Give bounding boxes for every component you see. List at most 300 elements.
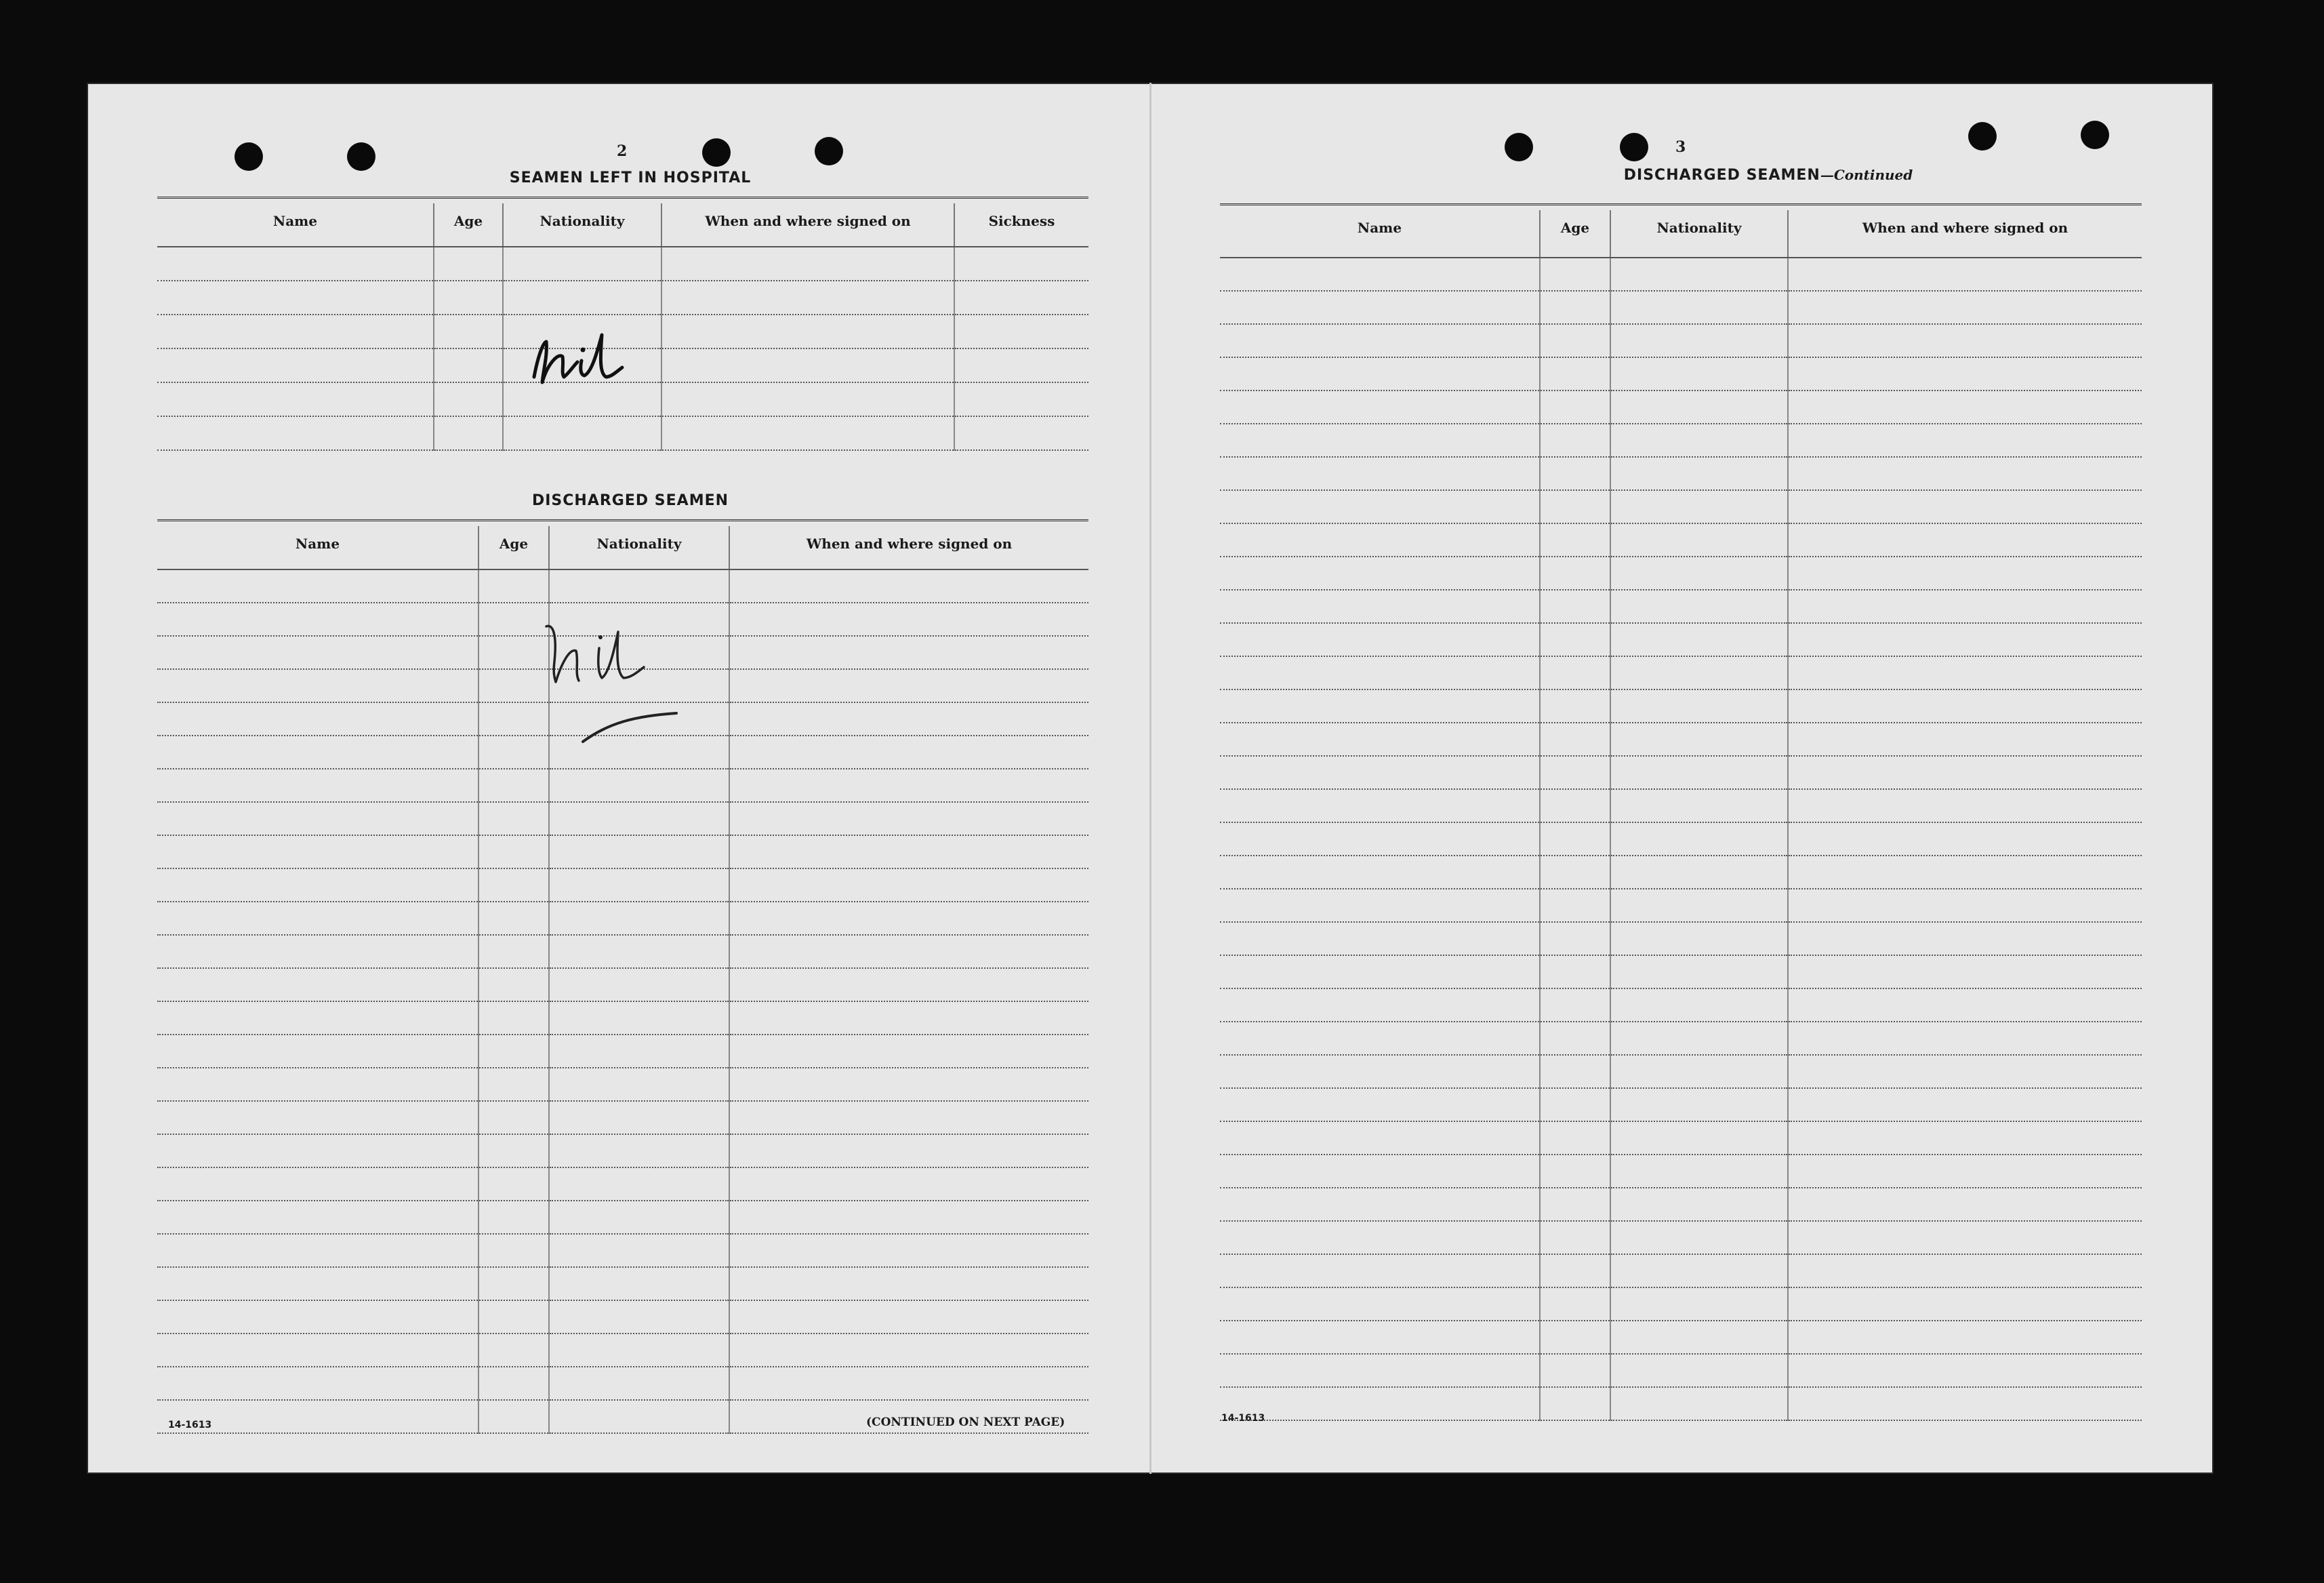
table-cell xyxy=(478,968,549,1001)
table-cell xyxy=(478,1201,549,1234)
table-cell xyxy=(1610,822,1788,856)
table-cell xyxy=(1788,789,2142,822)
table-cell xyxy=(1220,523,1540,557)
table-cell xyxy=(1610,689,1788,723)
handwritten-nil-hospital xyxy=(526,315,648,396)
table-cell xyxy=(1220,424,1540,457)
table-row xyxy=(157,1035,1088,1068)
table-cell xyxy=(1610,1055,1788,1088)
table-cell xyxy=(1788,1121,2142,1155)
table-cell xyxy=(1220,1155,1540,1188)
table-cell xyxy=(1610,1354,1788,1387)
table-cell xyxy=(1220,291,1540,324)
table-row xyxy=(1220,623,2142,656)
table-cell xyxy=(549,1101,729,1134)
table-cell xyxy=(1788,988,2142,1022)
table-cell xyxy=(478,1300,549,1334)
table-cell xyxy=(1220,1221,1540,1254)
continued-col-signed-on: When and where signed on xyxy=(1788,210,2142,258)
table-row xyxy=(1220,756,2142,789)
table-row xyxy=(157,802,1088,835)
table-cell xyxy=(1540,424,1610,457)
hospital-col-signed-on: When and where signed on xyxy=(661,203,954,247)
discharged-title-rule xyxy=(157,519,1088,521)
table-cell xyxy=(1610,557,1788,590)
table-cell xyxy=(549,1068,729,1101)
table-cell xyxy=(1220,1088,1540,1121)
table-cell xyxy=(157,968,478,1001)
table-cell xyxy=(729,1068,1088,1101)
table-cell xyxy=(478,1400,549,1433)
table-cell xyxy=(729,736,1088,769)
table-cell xyxy=(1610,789,1788,822)
table-cell xyxy=(157,1334,478,1367)
table-cell xyxy=(1220,1354,1540,1387)
table-row xyxy=(157,1134,1088,1167)
table-cell xyxy=(1220,1387,1540,1420)
table-row xyxy=(1220,457,2142,490)
table-row xyxy=(1220,1354,2142,1387)
table-row xyxy=(157,868,1088,902)
table-cell xyxy=(1610,856,1788,889)
table-cell xyxy=(1540,955,1610,988)
table-cell xyxy=(478,935,549,968)
table-cell xyxy=(729,603,1088,636)
table-cell xyxy=(1540,1287,1610,1321)
hospital-col-age: Age xyxy=(434,203,503,247)
table-cell xyxy=(1788,291,2142,324)
table-cell xyxy=(478,868,549,902)
table-cell xyxy=(1220,689,1540,723)
table-cell xyxy=(157,802,478,835)
table-cell xyxy=(1220,756,1540,789)
table-cell xyxy=(1540,1221,1610,1254)
table-cell xyxy=(1220,490,1540,523)
table-cell xyxy=(1220,390,1540,424)
table-cell xyxy=(478,902,549,935)
table-row xyxy=(1220,1121,2142,1155)
table-cell xyxy=(157,1234,478,1267)
table-cell xyxy=(1610,324,1788,357)
table-cell xyxy=(1220,922,1540,955)
table-cell xyxy=(1220,258,1540,291)
table-cell xyxy=(157,1167,478,1201)
table-cell xyxy=(1540,1254,1610,1287)
punch-hole xyxy=(2081,121,2109,149)
table-cell xyxy=(1788,1221,2142,1254)
table-cell xyxy=(549,569,729,603)
table-cell xyxy=(1610,922,1788,955)
table-cell xyxy=(549,1400,729,1433)
table-row xyxy=(1220,889,2142,922)
table-cell xyxy=(478,1068,549,1101)
table-cell xyxy=(1788,689,2142,723)
table-cell xyxy=(1610,1088,1788,1121)
table-row xyxy=(157,1101,1088,1134)
table-cell xyxy=(1610,457,1788,490)
table-row xyxy=(1220,922,2142,955)
table-cell xyxy=(157,603,478,636)
discharged-col-nationality: Nationality xyxy=(549,526,729,569)
table-cell xyxy=(478,1035,549,1068)
table-cell xyxy=(1540,324,1610,357)
table-row xyxy=(1220,1221,2142,1254)
table-cell xyxy=(157,669,478,702)
table-cell xyxy=(729,1101,1088,1134)
table-cell xyxy=(549,1234,729,1267)
table-cell xyxy=(729,1234,1088,1267)
table-cell xyxy=(1220,1188,1540,1221)
table-cell xyxy=(1788,457,2142,490)
table-row xyxy=(157,935,1088,968)
continued-col-age: Age xyxy=(1540,210,1610,258)
table-cell xyxy=(1610,258,1788,291)
table-cell xyxy=(1788,258,2142,291)
table-row xyxy=(157,769,1088,802)
table-cell xyxy=(1540,889,1610,922)
table-cell xyxy=(549,1134,729,1167)
table-row xyxy=(1220,1287,2142,1321)
table-cell xyxy=(1540,357,1610,390)
table-cell xyxy=(1788,1155,2142,1188)
table-row xyxy=(157,1334,1088,1367)
table-cell xyxy=(1788,557,2142,590)
table-row xyxy=(1220,557,2142,590)
table-cell xyxy=(1610,623,1788,656)
table-cell xyxy=(549,868,729,902)
table-cell xyxy=(1540,1387,1610,1420)
table-cell xyxy=(729,935,1088,968)
table-cell xyxy=(729,669,1088,702)
table-cell xyxy=(157,868,478,902)
table-cell xyxy=(1540,291,1610,324)
table-cell xyxy=(157,1001,478,1035)
table-cell xyxy=(1540,1155,1610,1188)
table-cell xyxy=(1220,1022,1540,1055)
table-cell xyxy=(478,1101,549,1134)
table-cell xyxy=(1610,1022,1788,1055)
table-cell xyxy=(1220,955,1540,988)
form-number-right: 14-1613 xyxy=(1221,1413,1265,1424)
table-cell xyxy=(729,1167,1088,1201)
table-row xyxy=(157,1300,1088,1334)
table-cell xyxy=(729,1367,1088,1400)
continued-col-name: Name xyxy=(1220,210,1540,258)
table-cell xyxy=(1540,922,1610,955)
table-cell xyxy=(1788,723,2142,756)
table-cell xyxy=(1788,357,2142,390)
table-cell xyxy=(729,1300,1088,1334)
table-cell xyxy=(1788,889,2142,922)
table-cell xyxy=(1540,1088,1610,1121)
table-row xyxy=(1220,390,2142,424)
table-cell xyxy=(549,1167,729,1201)
table-cell xyxy=(1788,756,2142,789)
table-cell xyxy=(1788,922,2142,955)
table-cell xyxy=(549,1267,729,1300)
table-cell xyxy=(1610,1321,1788,1354)
table-cell xyxy=(1220,590,1540,623)
hospital-col-name: Name xyxy=(157,203,434,247)
table-row xyxy=(157,281,1088,315)
table-cell xyxy=(549,1300,729,1334)
discharged-table-right-body xyxy=(1220,258,2142,1420)
table-cell xyxy=(1610,424,1788,457)
table-cell xyxy=(1788,856,2142,889)
table-cell xyxy=(478,1167,549,1201)
table-cell xyxy=(157,1367,478,1400)
table-cell xyxy=(549,1201,729,1234)
table-cell xyxy=(1610,1188,1788,1221)
table-cell xyxy=(1788,656,2142,689)
table-cell xyxy=(157,1035,478,1068)
table-cell xyxy=(1220,1121,1540,1155)
table-row xyxy=(1220,324,2142,357)
document-sheet xyxy=(87,83,2214,1474)
table-cell xyxy=(1220,457,1540,490)
page-number-left: 2 xyxy=(617,142,628,160)
table-cell xyxy=(157,1068,478,1101)
table-cell xyxy=(1220,1254,1540,1287)
table-cell xyxy=(1540,1321,1610,1354)
table-row xyxy=(1220,723,2142,756)
table-cell xyxy=(1540,1055,1610,1088)
table-cell xyxy=(729,636,1088,669)
table-cell xyxy=(549,1035,729,1068)
table-cell xyxy=(157,769,478,802)
form-number-left: 14-1613 xyxy=(168,1420,212,1430)
table-cell xyxy=(1540,390,1610,424)
table-cell xyxy=(478,569,549,603)
table-cell xyxy=(1610,390,1788,424)
table-row xyxy=(1220,258,2142,291)
table-row xyxy=(157,902,1088,935)
table-cell xyxy=(729,1334,1088,1367)
table-row xyxy=(157,569,1088,603)
table-row xyxy=(157,1001,1088,1035)
handwritten-nil-discharged xyxy=(534,607,710,757)
table-row xyxy=(1220,856,2142,889)
table-cell xyxy=(157,1201,478,1234)
table-cell xyxy=(478,835,549,868)
discharged-col-name: Name xyxy=(157,526,478,569)
table-cell xyxy=(549,1001,729,1035)
table-cell xyxy=(729,1267,1088,1300)
table-cell xyxy=(1788,1188,2142,1221)
table-cell xyxy=(157,702,478,736)
continued-note: (CONTINUED ON NEXT PAGE) xyxy=(866,1416,1065,1429)
table-cell xyxy=(1540,1188,1610,1221)
table-cell xyxy=(1788,424,2142,457)
table-cell xyxy=(1540,656,1610,689)
table-cell xyxy=(1220,1055,1540,1088)
table-cell xyxy=(549,1367,729,1400)
page-number-right: 3 xyxy=(1675,138,1686,156)
table-cell xyxy=(1788,955,2142,988)
hospital-col-nationality: Nationality xyxy=(503,203,661,247)
table-cell xyxy=(478,1001,549,1035)
table-cell xyxy=(549,835,729,868)
hospital-section-title: SEAMEN LEFT IN HOSPITAL xyxy=(509,169,752,186)
table-cell xyxy=(549,802,729,835)
table-row xyxy=(1220,523,2142,557)
table-row xyxy=(1220,490,2142,523)
table-cell xyxy=(1220,357,1540,390)
table-row xyxy=(1220,1188,2142,1221)
punch-hole xyxy=(815,137,843,165)
table-cell xyxy=(1788,590,2142,623)
continued-title-rule xyxy=(1220,203,2142,205)
table-cell xyxy=(1220,723,1540,756)
table-row xyxy=(1220,357,2142,390)
table-cell xyxy=(1610,1121,1788,1155)
punch-hole xyxy=(1620,133,1648,161)
table-cell xyxy=(1610,291,1788,324)
table-cell xyxy=(1610,1287,1788,1321)
table-cell xyxy=(1220,988,1540,1022)
table-cell xyxy=(1220,889,1540,922)
table-cell xyxy=(1540,856,1610,889)
table-cell xyxy=(729,1035,1088,1068)
table-cell xyxy=(1220,822,1540,856)
table-cell xyxy=(1610,1387,1788,1420)
table-cell xyxy=(1220,856,1540,889)
table-cell xyxy=(729,802,1088,835)
punch-hole xyxy=(702,138,731,167)
table-row xyxy=(1220,955,2142,988)
table-cell xyxy=(1788,1088,2142,1121)
continued-col-nationality: Nationality xyxy=(1610,210,1788,258)
table-row xyxy=(1220,1254,2142,1287)
table-cell xyxy=(549,769,729,802)
punch-hole xyxy=(235,142,263,171)
discharged-section-title: DISCHARGED SEAMEN xyxy=(531,492,729,509)
table-row xyxy=(1220,1321,2142,1354)
table-cell xyxy=(1220,623,1540,656)
table-cell xyxy=(1540,756,1610,789)
table-row xyxy=(157,416,1088,450)
discharged-continued-title xyxy=(1304,167,2233,184)
table-cell xyxy=(1788,1055,2142,1088)
table-row xyxy=(157,247,1088,281)
table-cell xyxy=(1610,1221,1788,1254)
table-cell xyxy=(478,1267,549,1300)
table-cell xyxy=(1788,822,2142,856)
table-cell xyxy=(478,769,549,802)
table-cell xyxy=(549,968,729,1001)
table-cell xyxy=(1788,490,2142,523)
table-cell xyxy=(1788,1387,2142,1420)
table-cell xyxy=(729,569,1088,603)
title-dash: — xyxy=(1820,167,1834,183)
table-cell xyxy=(157,1101,478,1134)
table-row xyxy=(1220,1155,2142,1188)
table-cell xyxy=(729,868,1088,902)
table-cell xyxy=(1610,988,1788,1022)
table-cell xyxy=(1540,1022,1610,1055)
table-row xyxy=(1220,988,2142,1022)
table-cell xyxy=(729,769,1088,802)
table-cell xyxy=(1610,490,1788,523)
table-cell xyxy=(1610,756,1788,789)
table-cell xyxy=(1610,656,1788,689)
punch-hole xyxy=(1505,133,1533,161)
table-row xyxy=(1220,291,2142,324)
table-row xyxy=(1220,656,2142,689)
table-row xyxy=(157,1167,1088,1201)
discharged-continued-title-main: DISCHARGED SEAMEN xyxy=(1623,167,1820,184)
table-cell xyxy=(157,736,478,769)
table-row xyxy=(1220,1088,2142,1121)
table-cell xyxy=(1788,1321,2142,1354)
table-row xyxy=(157,1234,1088,1267)
table-row xyxy=(157,1201,1088,1234)
table-cell xyxy=(729,1201,1088,1234)
table-cell xyxy=(1540,490,1610,523)
table-cell xyxy=(1788,523,2142,557)
table-cell xyxy=(157,1134,478,1167)
table-cell xyxy=(1540,523,1610,557)
table-cell xyxy=(549,935,729,968)
table-cell xyxy=(157,935,478,968)
table-cell xyxy=(1540,1354,1610,1387)
table-cell xyxy=(157,569,478,603)
table-cell xyxy=(549,902,729,935)
hospital-title-rule xyxy=(157,197,1088,199)
table-cell xyxy=(1540,557,1610,590)
table-cell xyxy=(549,1334,729,1367)
table-row xyxy=(157,835,1088,868)
table-cell xyxy=(157,1300,478,1334)
table-cell xyxy=(1540,723,1610,756)
table-cell xyxy=(729,1134,1088,1167)
table-cell xyxy=(1540,822,1610,856)
table-cell xyxy=(1788,623,2142,656)
table-cell xyxy=(478,1334,549,1367)
table-row xyxy=(1220,1055,2142,1088)
table-cell xyxy=(157,902,478,935)
punch-hole xyxy=(1968,122,1997,151)
table-cell xyxy=(1540,1121,1610,1155)
table-cell xyxy=(478,1234,549,1267)
table-cell xyxy=(1220,789,1540,822)
table-row xyxy=(1220,689,2142,723)
table-cell xyxy=(157,636,478,669)
punch-hole xyxy=(347,142,375,171)
table-row xyxy=(157,1068,1088,1101)
table-cell xyxy=(1540,988,1610,1022)
discharged-col-age: Age xyxy=(478,526,549,569)
table-cell xyxy=(1540,623,1610,656)
hospital-col-sickness: Sickness xyxy=(954,203,1088,247)
table-cell xyxy=(1220,324,1540,357)
table-row xyxy=(1220,789,2142,822)
table-row xyxy=(157,1367,1088,1400)
table-row xyxy=(1220,1022,2142,1055)
table-row xyxy=(1220,822,2142,856)
table-cell xyxy=(1610,889,1788,922)
page-fold xyxy=(1149,83,1151,1474)
table-cell xyxy=(1220,1287,1540,1321)
table-cell xyxy=(1610,1155,1788,1188)
discharged-col-signed-on: When and where signed on xyxy=(729,526,1088,569)
table-cell xyxy=(729,1001,1088,1035)
table-row xyxy=(1220,590,2142,623)
table-cell xyxy=(1220,656,1540,689)
table-cell xyxy=(1788,1354,2142,1387)
table-row xyxy=(1220,424,2142,457)
table-cell xyxy=(1540,457,1610,490)
